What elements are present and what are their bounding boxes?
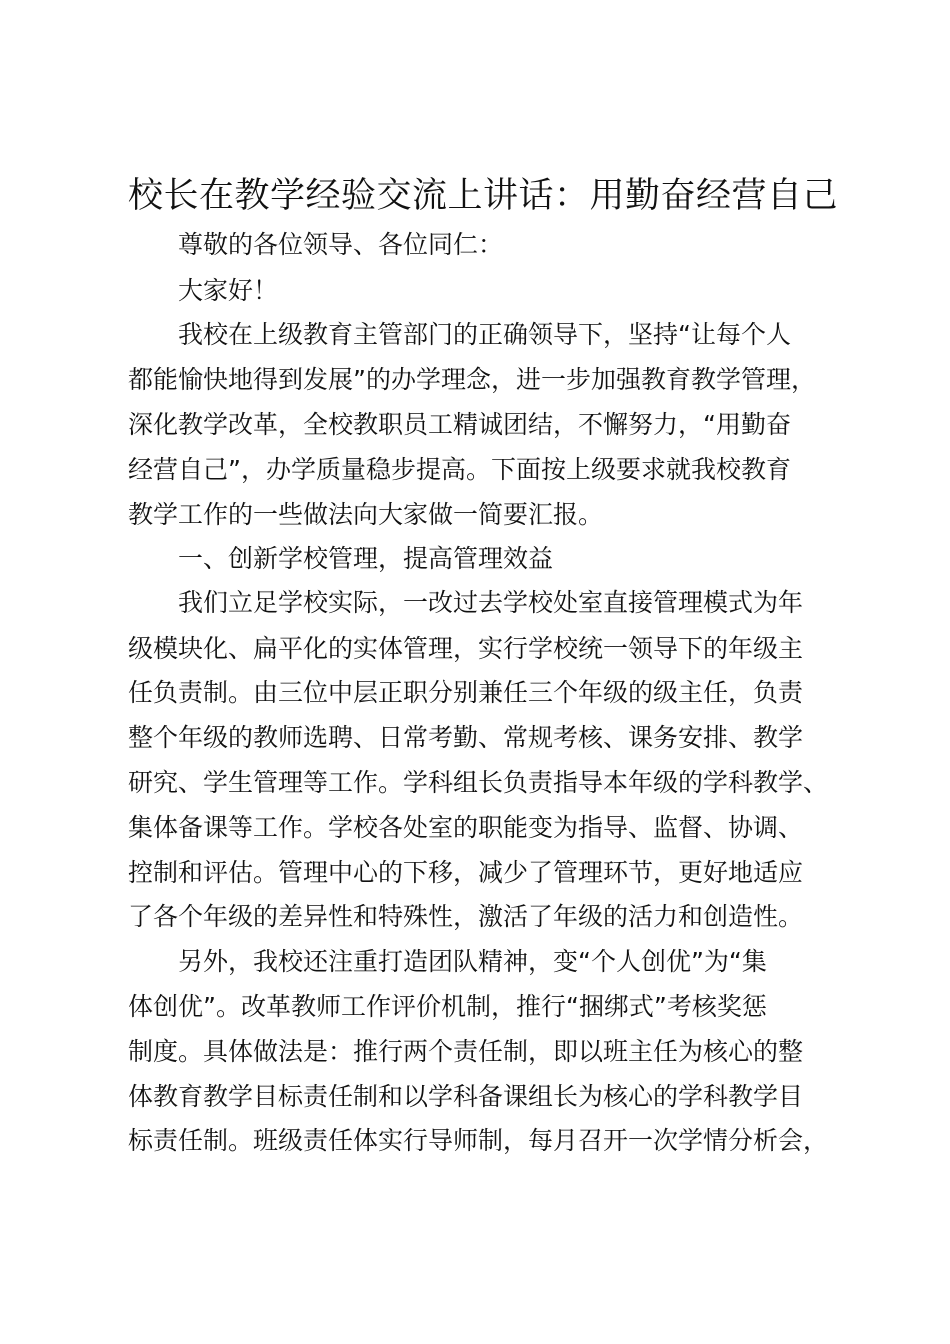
paragraph-line: 体教育教学目标责任制和以学科备课组长为核心的学科教学目 [128,1082,804,1111]
paragraph-line: 控制和评估。管理中心的下移，减少了管理环节，更好地适应 [128,858,804,887]
paragraph-line: 经营自己”，办学质量稳步提高。下面按上级要求就我校教育 [128,455,791,484]
paragraph-line: 教学工作的一些做法向大家做一简要汇报。 [128,500,604,529]
paragraph-line: 我校在上级教育主管部门的正确领导下，坚持“让每个人 [178,320,791,349]
paragraph-line: 制度。具体做法是：推行两个责任制，即以班主任为核心的整 [128,1037,804,1066]
paragraph-line: 集体备课等工作。学校各处室的职能变为指导、监督、协调、 [128,813,804,842]
document-title: 校长在教学经验交流上讲话：用勤奋经营自己 [128,176,839,216]
paragraph-line: 都能愉快地得到发展”的办学理念，进一步加强教育教学管理， [128,365,816,394]
paragraph-line: 任负责制。由三位中层正职分别兼任三个年级的级主任，负责 [128,678,804,707]
salutation: 尊敬的各位领导、各位同仁： [178,230,504,259]
paragraph-line: 整个年级的教师选聘、日常考勤、常规考核、课务安排、教学 [128,723,804,752]
greeting: 大家好！ [178,276,279,305]
paragraph-line: 我们立足学校实际，一改过去学校处室直接管理模式为年 [178,588,804,617]
paragraph-line: 了各个年级的差异性和特殊性，激活了年级的活力和创造性。 [128,902,804,931]
paragraph-line: 研究、学生管理等工作。学科组长负责指导本年级的学科教学、 [128,768,829,797]
section-heading: 一、创新学校管理，提高管理效益 [178,544,554,573]
paragraph-line: 另外，我校还注重打造团队精神，变“个人创优”为“集 [178,947,767,976]
paragraph-line: 级模块化、扁平化的实体管理，实行学校统一领导下的年级主 [128,634,804,663]
paragraph-line: 体创优”。改革教师工作评价机制，推行“捆绑式”考核奖惩 [128,992,767,1021]
paragraph-line: 标责任制。班级责任体实行导师制，每月召开一次学情分析会， [128,1126,829,1155]
paragraph-line: 深化教学改革，全校教职员工精诚团结，不懈努力，“用勤奋 [128,410,791,439]
